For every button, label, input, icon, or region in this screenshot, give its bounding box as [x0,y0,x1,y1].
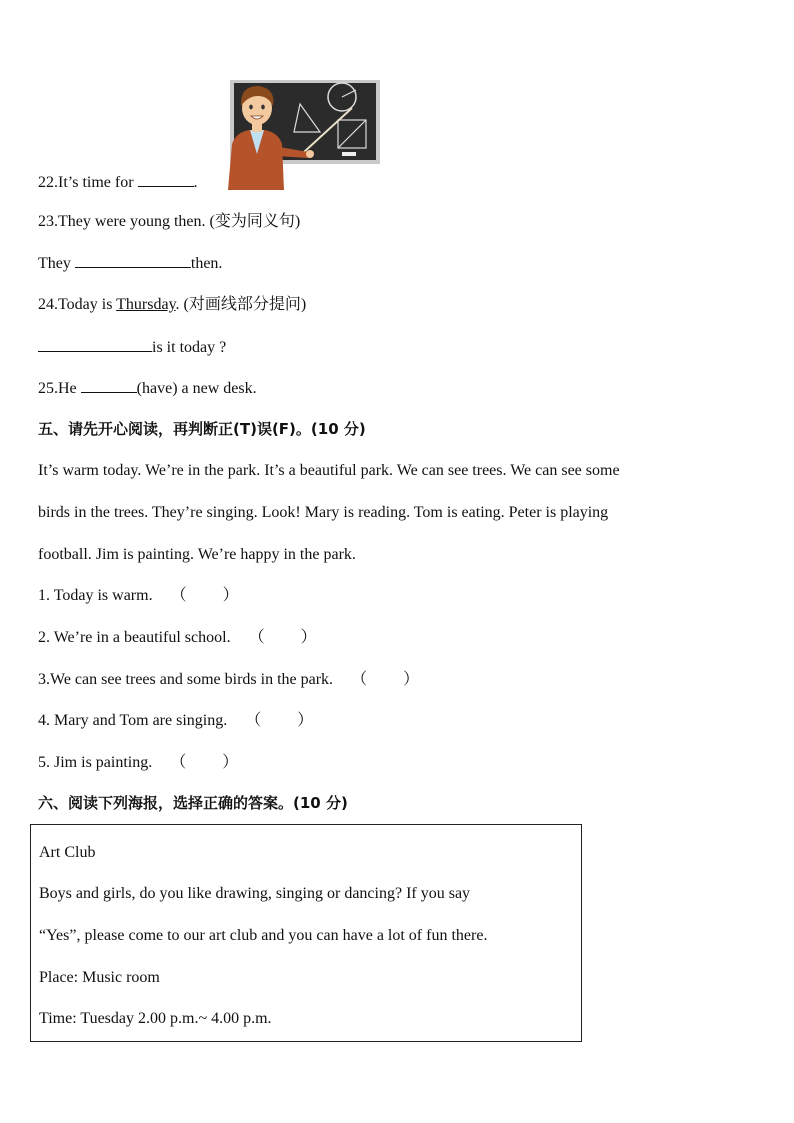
question-25: 25.He (have) a new desk. [38,380,257,397]
answer-blank[interactable] [138,172,194,187]
section-5-heading: 五、请先开心阅读，再判断正(T)误(F)。(10 分) [38,420,366,438]
answer-bracket[interactable]: （ ） [245,712,314,729]
tf-item: 3.We can see trees and some birds in the park. （ ） [38,671,420,688]
answer-bracket[interactable]: （ ） [351,671,420,688]
answer-bracket[interactable]: （ ） [170,754,239,771]
poster-place: Place: Music room [39,969,160,986]
passage-line: birds in the trees. They’re singing. Look! Mary is reading. Tom is eating. Peter is playing [38,504,609,521]
question-24: 24.Today is Thursday. (对画线部分提问) [38,296,307,313]
question-23-answer: They then. [38,255,223,272]
tf-item: 4. Mary and Tom are singing. （ ） [38,712,314,729]
tf-item: 5. Jim is painting. （ ） [38,754,239,771]
poster-line: Boys and girls, do you like drawing, singing or dancing? If you say [39,885,471,902]
answer-blank[interactable] [38,337,152,352]
poster-line: “Yes”, please come to our art club and you can have a lot of fun there. [39,927,488,944]
passage-line: It’s warm today. We’re in the park. It’s a beautiful park. We can see trees. We can see some [38,462,620,479]
answer-blank[interactable] [75,253,191,268]
poster-time: Time: Tuesday 2.00 p.m.~ 4.00 p.m. [39,1010,272,1027]
teacher-at-blackboard-icon [224,80,382,190]
section-6-heading: 六、阅读下列海报，选择正确的答案。(10 分) [38,794,348,812]
question-23: 23.They were young then. (变为同义句) [38,213,301,230]
answer-blank[interactable] [81,378,137,393]
art-club-poster [30,824,582,1042]
question-22: 22.It’s time for . [38,174,198,191]
passage-line: football. Jim is painting. We’re happy in the park. [38,546,356,563]
underlined-word: Thursday [116,296,176,313]
tf-item: 1. Today is warm. （ ） [38,587,239,604]
answer-bracket[interactable]: （ ） [248,629,317,646]
tf-item: 2. We’re in a beautiful school. （ ） [38,629,317,646]
question-24-answer: is it today ? [38,337,226,358]
answer-bracket[interactable]: （ ） [170,587,239,604]
poster-title: Art Club [39,844,96,861]
